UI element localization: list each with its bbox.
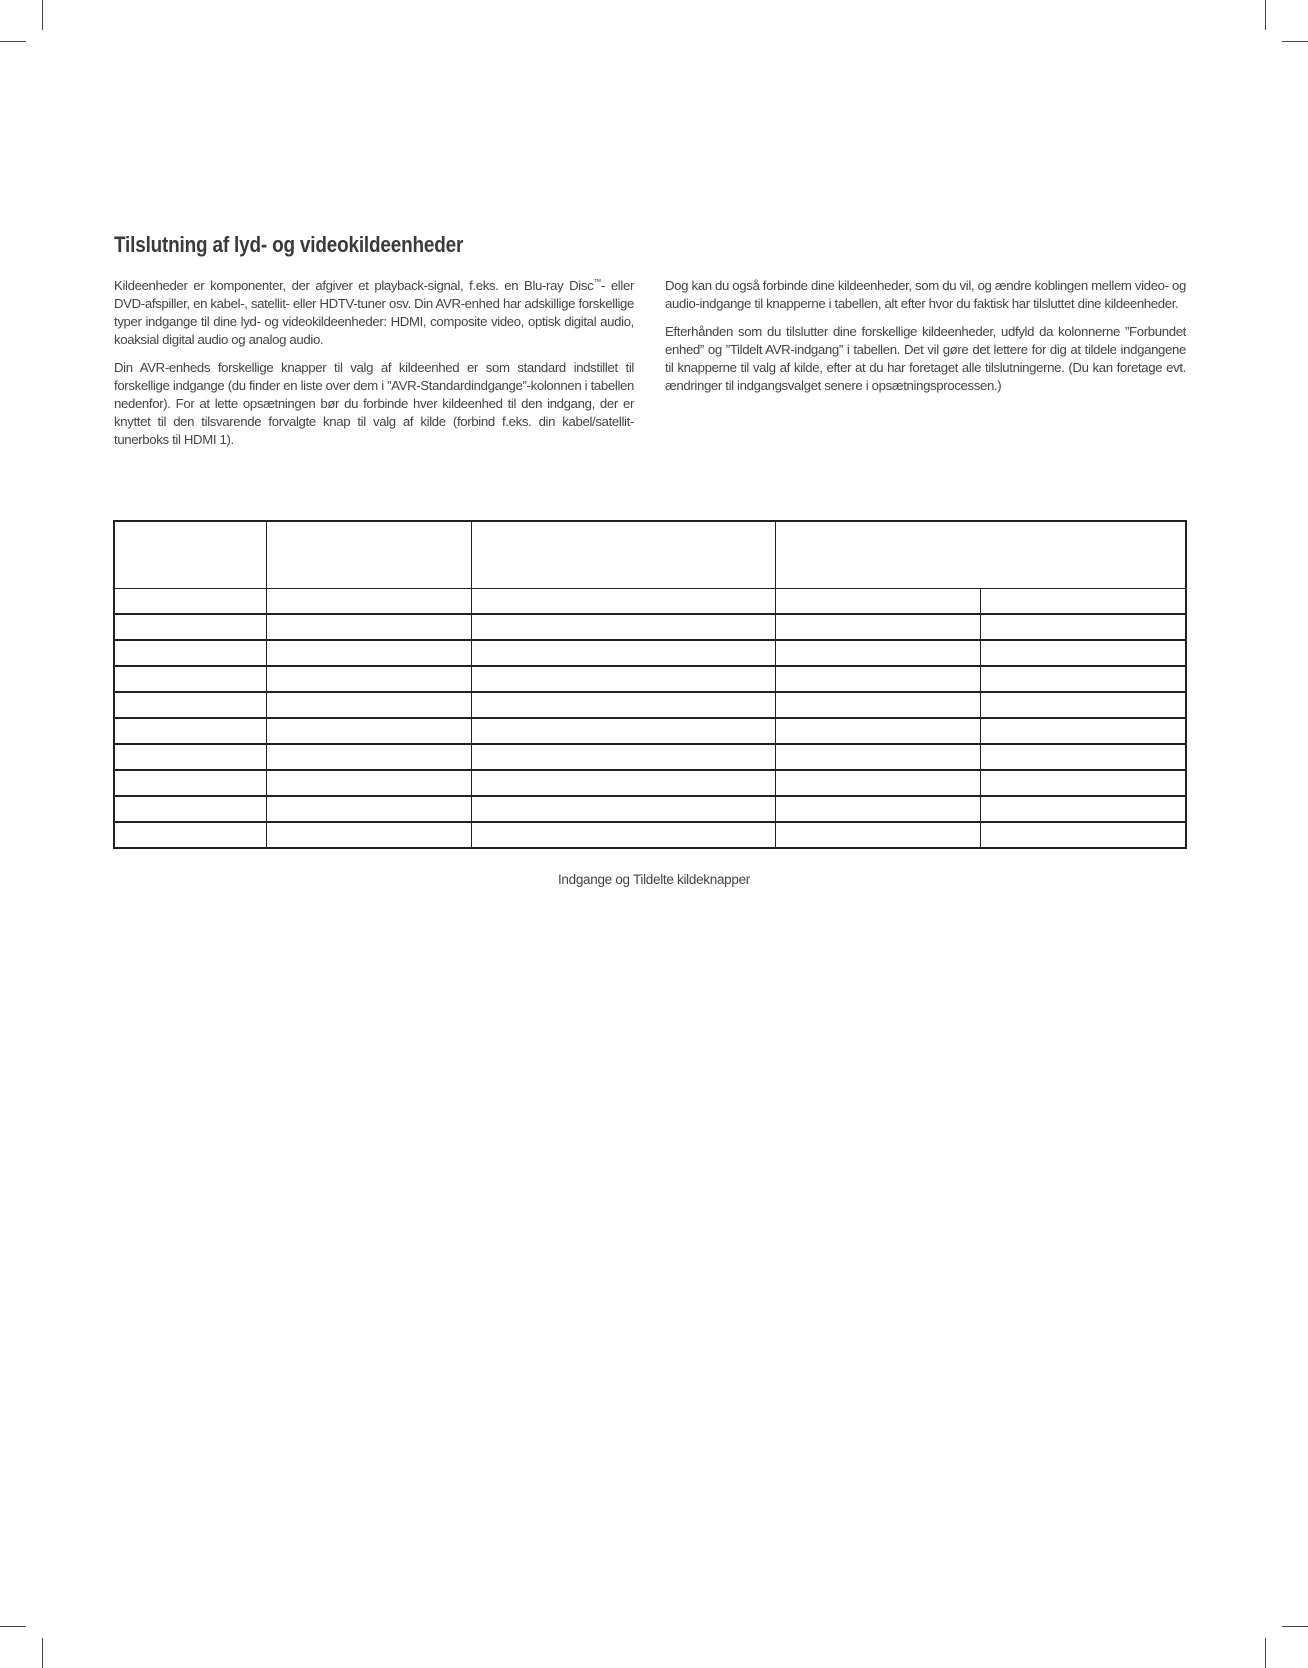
table-cell [980,589,1186,615]
table-header-cell [114,521,266,589]
crop-mark [1265,0,1266,30]
table-header-cell [266,521,471,589]
table-subheader-row [114,589,1186,615]
table-cell [980,640,1186,666]
table-cell [980,614,1186,640]
table-cell [775,796,980,822]
table-cell [471,744,775,770]
left-paragraph-1 [114,277,634,349]
table-cell [980,770,1186,796]
table-cell [775,770,980,796]
table-cell [266,744,471,770]
table-cell [471,614,775,640]
table-cell [114,744,266,770]
table-cell [980,744,1186,770]
right-paragraph-2: Efterhånden som du tilslutter dine forskellige kildeenheder, udfyld da kolonnerne ”Forbundet enhed” og ”Tildelt AVR-indgang” i tabellen. Det vil gøre det lettere for dig at tildele indgangene til knapperne til valg af kilde, efter at du har foretaget alle tilslutningerne. (Du kan foretage evt. ændringer til indgangsvalget senere i opsætningsprocessen.) [665,324,1186,393]
crop-mark [1282,1626,1308,1627]
right-column [665,277,1186,405]
table-cell [266,770,471,796]
table-cell [980,718,1186,744]
left-column [114,277,634,459]
table-cell [775,822,980,848]
left-paragraph-1-text-b: - eller DVD-afspiller, en kabel-, satellit- eller HDTV-tuner osv. Din AVR-enhed har adskillige forskellige typer indgange til dine lyd- og videokildeenheder: HDMI, composite video, optisk digital audio, koaksial digital audio og analog audio. [114,278,634,347]
table-cell [266,640,471,666]
right-paragraph-1: Dog kan du også forbinde dine kildeenheder, som du vil, og ændre koblingen mellem video- og audio-indgange til knapperne i tabellen, alt efter hvor du faktisk har tilsluttet dine kildeenheder. [665,278,1186,311]
table-row [114,692,1186,718]
table-row [114,614,1186,640]
table-header-cell [775,521,1186,589]
table-row [114,796,1186,822]
table-cell [266,589,471,615]
table-cell [266,796,471,822]
table-cell [266,692,471,718]
left-paragraph-1-text-a: Kildeenheder er komponenter, der afgiver et playback-signal, f.eks. en Blu-ray Disc [114,278,594,293]
table-cell [471,822,775,848]
table-cell [980,822,1186,848]
crop-mark [42,1638,43,1668]
left-paragraph-2: Din AVR-enheds forskellige knapper til valg af kildeenhed er som standard indstillet til forskellige indgange (du finder en liste over dem i ”AVR-Standardindgange”-kolonnen i tabellen nedenfor). For at lette opsætningen bør du forbinde hver kildeenhed til den indgang, der er knyttet til den tilsvarende forvalgte knap til valg af kilde (forbind f.eks. din kabel/satellit-tunerboks til HDMI 1). [114,360,634,447]
table-row [114,666,1186,692]
table-cell [266,666,471,692]
crop-mark [0,41,26,42]
table-cell [266,614,471,640]
table-header-row [114,521,1186,589]
table-cell [471,796,775,822]
table-cell [471,718,775,744]
crop-mark [1282,41,1308,42]
table-cell [775,666,980,692]
table-cell [775,640,980,666]
table-cell [775,692,980,718]
table-cell [471,770,775,796]
table-row [114,640,1186,666]
table-cell [775,744,980,770]
table-row [114,770,1186,796]
table-cell [114,666,266,692]
table-cell [775,614,980,640]
crop-mark [0,1626,26,1627]
table-cell [114,718,266,744]
crop-mark [1265,1638,1266,1668]
table-cell [114,692,266,718]
table-cell [775,589,980,615]
table-cell [266,822,471,848]
table-cell [980,692,1186,718]
table-cell [114,589,266,615]
table-cell [471,666,775,692]
table-cell [114,822,266,848]
table-cell [114,796,266,822]
table-header-cell [471,521,775,589]
table-cell [980,666,1186,692]
table-row [114,744,1186,770]
table-cell [980,796,1186,822]
crop-mark [42,0,43,30]
table-row [114,718,1186,744]
page-title: Tilslutning af lyd- og videokildeenheder [114,232,464,257]
table-cell [266,718,471,744]
table-cell [775,718,980,744]
table-cell [471,692,775,718]
table-row [114,822,1186,848]
table-cell [114,614,266,640]
inputs-assignment-table [113,520,1187,849]
table-caption: Indgange og Tildelte kildeknapper [557,872,750,887]
table-cell [114,770,266,796]
table-cell [471,589,775,615]
table-cell [471,640,775,666]
table-cell [114,640,266,666]
trademark-symbol: ™ [593,277,601,287]
